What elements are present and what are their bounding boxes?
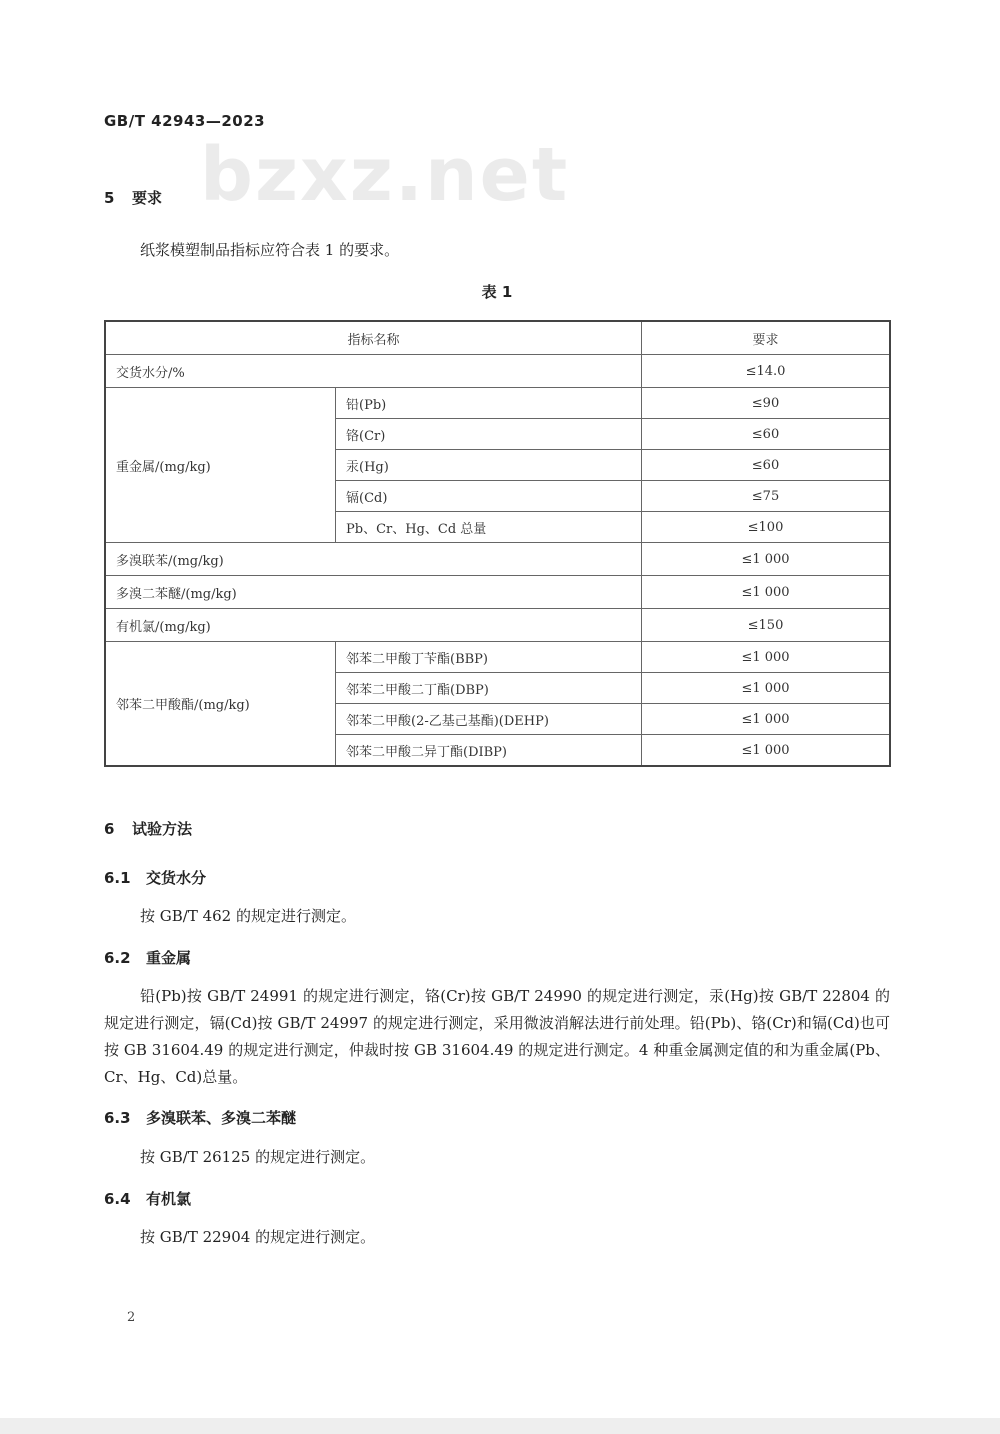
subsection-title: 重金属	[146, 949, 192, 967]
section-number: 5	[104, 189, 115, 207]
requirements-table	[104, 320, 891, 767]
section-title: 要求	[132, 189, 163, 207]
section-6-4-heading	[104, 1188, 191, 1209]
row-name: 邻苯二甲酸丁苄酯(BBP)	[336, 642, 642, 673]
section-5-heading	[104, 187, 162, 208]
row-name: 有机氯/(mg/kg)	[105, 609, 642, 642]
section-number: 6	[104, 820, 115, 838]
row-name: 镉(Cd)	[336, 481, 642, 512]
standard-code: GB/T 42943—2023	[104, 112, 266, 130]
row-value: ≤100	[642, 512, 891, 543]
row-name: 汞(Hg)	[336, 450, 642, 481]
row-value: ≤1 000	[642, 673, 891, 704]
section-5-intro: 纸浆模塑制品指标应符合表 1 的要求。	[140, 241, 400, 259]
header-name-cell: 指标名称	[105, 321, 642, 355]
subsection-number: 6.2	[104, 949, 131, 967]
subsection-title: 有机氯	[146, 1190, 192, 1208]
table-row	[105, 543, 890, 576]
row-value: ≤1 000	[642, 704, 891, 735]
row-name: 邻苯二甲酸二丁酯(DBP)	[336, 673, 642, 704]
row-value: ≤75	[642, 481, 891, 512]
subsection-number: 6.4	[104, 1190, 131, 1208]
table-row	[105, 642, 890, 673]
group-heavy-metal: 重金属/(mg/kg)	[105, 388, 336, 543]
group-phthalate: 邻苯二甲酸酯/(mg/kg)	[105, 642, 336, 767]
row-value: ≤60	[642, 419, 891, 450]
header-req-cell: 要求	[642, 321, 891, 355]
table-row	[105, 576, 890, 609]
section-6-1-heading	[104, 867, 206, 888]
section-6-3-text: 按 GB/T 26125 的规定进行测定。	[140, 1148, 376, 1166]
row-value: ≤1 000	[642, 543, 891, 576]
table-row	[105, 388, 890, 419]
page-number: 2	[127, 1310, 136, 1325]
row-name: Pb、Cr、Hg、Cd 总量	[336, 512, 642, 543]
section-6-4-text: 按 GB/T 22904 的规定进行测定。	[140, 1228, 376, 1246]
row-value: ≤14.0	[642, 355, 891, 388]
row-value: ≤1 000	[642, 642, 891, 673]
row-value: ≤90	[642, 388, 891, 419]
section-6-3-heading	[104, 1107, 296, 1128]
section-6-2-heading	[104, 947, 191, 968]
row-name: 交货水分/%	[105, 355, 642, 388]
subsection-number: 6.1	[104, 869, 131, 887]
subsection-number: 6.3	[104, 1109, 131, 1127]
row-name: 邻苯二甲酸(2-乙基己基酯)(DEHP)	[336, 704, 642, 735]
section-6-2-text: 铅(Pb)按 GB/T 24991 的规定进行测定，铬(Cr)按 GB/T 24990 的规定进行测定，汞(Hg)按 GB/T 22804 的规定进行测定，镉(Cd)按 GB/T 24997 的规定进行测定，采用微波消解法进行前处理。铅(Pb)、铬(Cr)和镉(Cd)也可按 GB 31604.49 的规定进行测定，仲裁时按 GB 31604.49 的规定进行测定。4 种重金属测定值的和为重金属(Pb、Cr、Hg、Cd)总量。	[104, 987, 890, 1086]
row-name: 多溴二苯醚/(mg/kg)	[105, 576, 642, 609]
watermark: bzxz.net	[200, 132, 570, 218]
section-6-heading	[104, 818, 192, 839]
row-value: ≤60	[642, 450, 891, 481]
table-header-row	[105, 321, 890, 355]
table-row	[105, 355, 890, 388]
row-value: ≤150	[642, 609, 891, 642]
viewer-bottom-bar	[0, 1418, 1000, 1434]
subsection-title: 交货水分	[146, 869, 207, 887]
row-name: 邻苯二甲酸二异丁酯(DIBP)	[336, 735, 642, 767]
row-value: ≤1 000	[642, 576, 891, 609]
table-row	[105, 609, 890, 642]
section-title: 试验方法	[132, 820, 193, 838]
section-6-1-text: 按 GB/T 462 的规定进行测定。	[140, 907, 356, 925]
row-name: 铬(Cr)	[336, 419, 642, 450]
row-name: 多溴联苯/(mg/kg)	[105, 543, 642, 576]
table-caption: 表 1	[481, 283, 513, 301]
row-name: 铅(Pb)	[336, 388, 642, 419]
row-value: ≤1 000	[642, 735, 891, 767]
subsection-title: 多溴联苯、多溴二苯醚	[146, 1109, 297, 1127]
